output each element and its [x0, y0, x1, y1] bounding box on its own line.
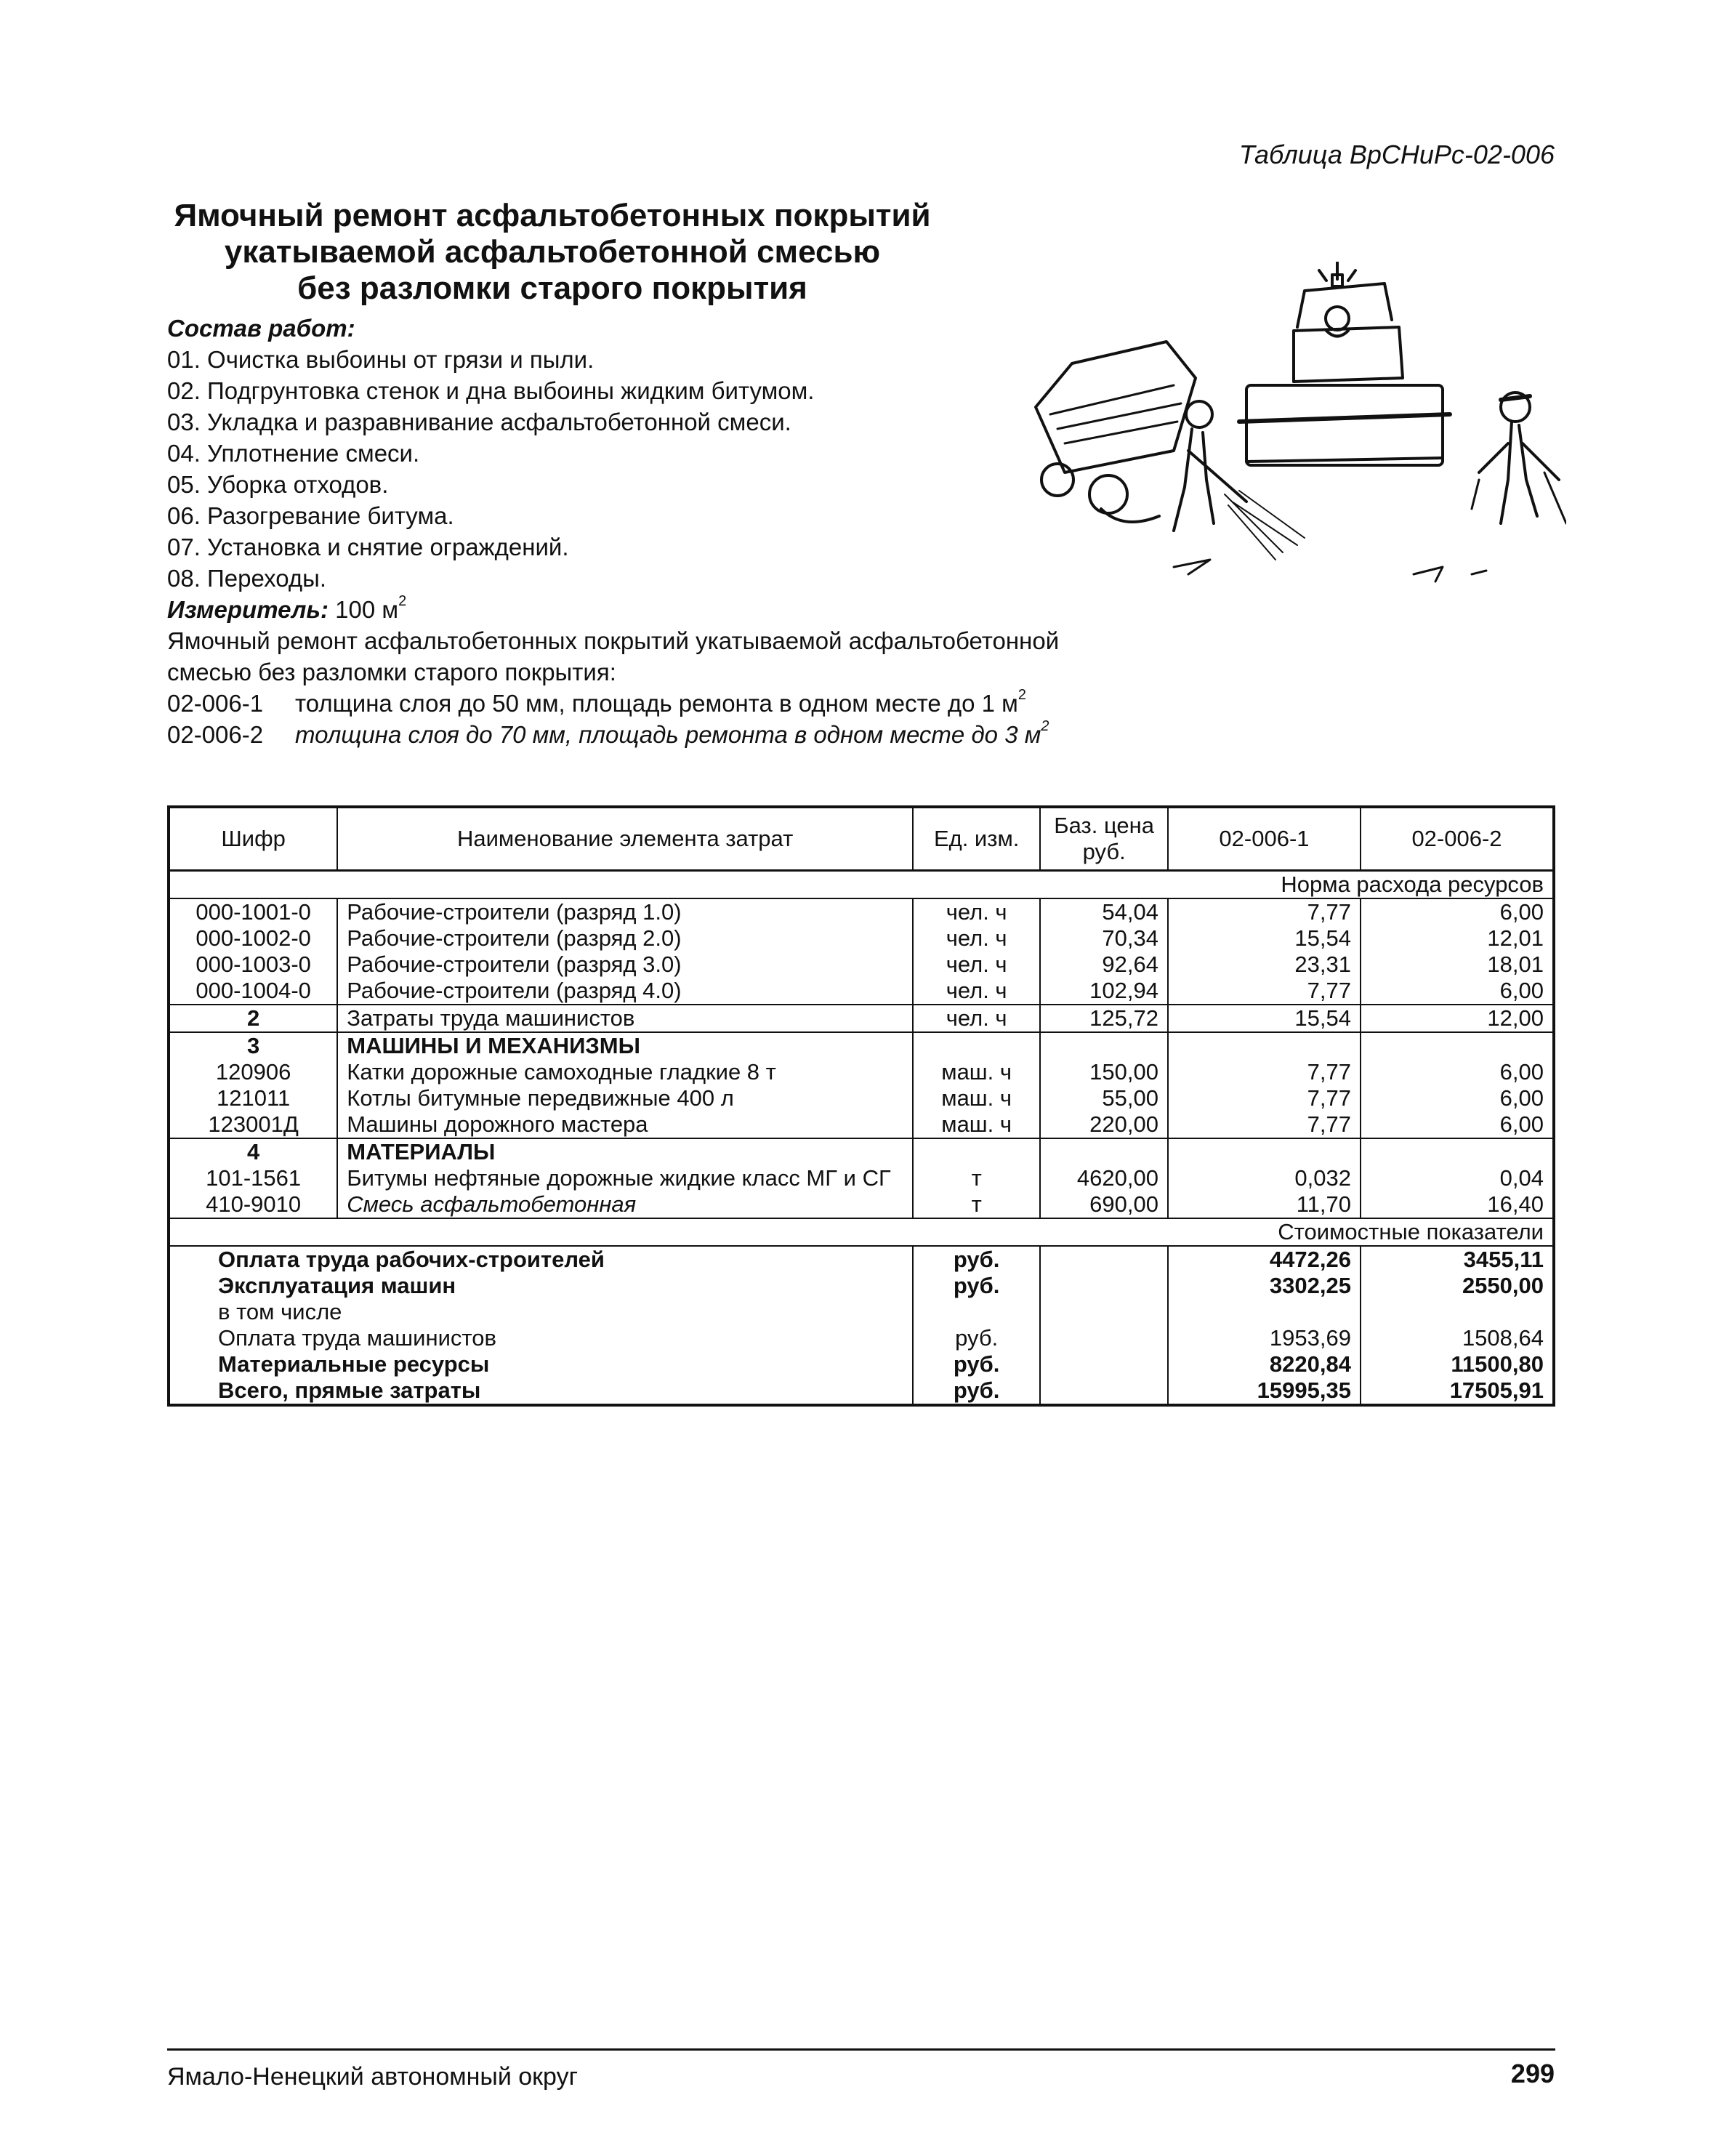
cell-code: 000-1004-0 [169, 978, 337, 1005]
variant-text: толщина слоя до 50 мм, площадь ремонта в одном месте до 1 м [295, 690, 1018, 717]
cost-row [169, 1299, 1554, 1325]
cell-name: Эксплуатация машин [169, 1273, 913, 1299]
work-item: 02. Подгрунтовка стенок и дна выбоины жидким битумом. [167, 377, 815, 404]
cell-name: Всего, прямые затраты [169, 1377, 913, 1405]
cell-price [1040, 1351, 1168, 1377]
road-repair-illustration [1007, 262, 1566, 603]
cell-v2: 12,00 [1361, 1005, 1554, 1032]
cell-code: 123001Д [169, 1111, 337, 1138]
cell-price: 102,94 [1040, 978, 1168, 1005]
measure [167, 594, 1127, 625]
cell-code: 120906 [169, 1059, 337, 1085]
col-header-v2: 02-006-2 [1361, 807, 1554, 871]
col-header-v1: 02-006-1 [1168, 807, 1361, 871]
cell-unit: руб. [913, 1325, 1040, 1351]
cost-row [169, 1246, 1554, 1273]
cell-name: Оплата труда рабочих-строителей [169, 1246, 913, 1273]
cell-price: 150,00 [1040, 1059, 1168, 1085]
cell-unit: руб. [913, 1273, 1040, 1299]
cell-name: Котлы битумные передвижные 400 л [337, 1085, 913, 1111]
band-row [169, 1218, 1554, 1246]
cell-unit: т [913, 1165, 1040, 1191]
cell-name: Материальные ресурсы [169, 1351, 913, 1377]
table-row [169, 1085, 1554, 1111]
description: Ямочный ремонт асфальтобетонных покрытий укатываемой асфальтобетонной смесью без разломки старого покрытия: [167, 627, 1060, 685]
cell-code: 4 [169, 1138, 337, 1165]
cell-unit: чел. ч [913, 898, 1040, 925]
footer-region: Ямало-Ненецкий автономный округ [167, 2063, 578, 2091]
cell-name: Машины дорожного мастера [337, 1111, 913, 1138]
cell-code: 000-1002-0 [169, 925, 337, 952]
cell-unit: руб. [913, 1246, 1040, 1273]
cell-v1: 15,54 [1168, 925, 1361, 952]
cost-row [169, 1351, 1554, 1377]
cell-v2 [1361, 1032, 1554, 1059]
col-header-unit: Ед. изм. [913, 807, 1040, 871]
section-header-row [169, 1032, 1554, 1059]
cell-v1: 8220,84 [1168, 1351, 1361, 1377]
work-item: 03. Укладка и разравнивание асфальтобетонной смеси. [167, 409, 791, 435]
cell-v1: 23,31 [1168, 952, 1361, 978]
page-title [167, 198, 938, 307]
cell-name: Рабочие-строители (разряд 1.0) [337, 898, 913, 925]
cell-v2: 6,00 [1361, 978, 1554, 1005]
cell-price [1040, 1377, 1168, 1405]
cell-name: Катки дорожные самоходные гладкие 8 т [337, 1059, 913, 1085]
cell-unit: маш. ч [913, 1059, 1040, 1085]
cell-price: 55,00 [1040, 1085, 1168, 1111]
cell-name: МАШИНЫ И МЕХАНИЗМЫ [337, 1032, 913, 1059]
cell-unit: т [913, 1191, 1040, 1218]
variant-code: 02-006-1 [167, 690, 264, 717]
table-row [169, 898, 1554, 925]
footer-divider [167, 2048, 1555, 2051]
cell-v1: 7,77 [1168, 978, 1361, 1005]
cell-price: 220,00 [1040, 1111, 1168, 1138]
cell-v2: 0,04 [1361, 1165, 1554, 1191]
band-norm-label: Норма расхода ресурсов [1168, 871, 1554, 899]
cell-v2: 1508,64 [1361, 1325, 1554, 1351]
cell-code: 121011 [169, 1085, 337, 1111]
variant-row [167, 719, 1127, 750]
cell-unit: маш. ч [913, 1085, 1040, 1111]
cell-v1: 15,54 [1168, 1005, 1361, 1032]
cell-v2: 6,00 [1361, 1111, 1554, 1138]
cell-v1: 11,70 [1168, 1191, 1361, 1218]
cell-v2: 6,00 [1361, 1059, 1554, 1085]
cell-price [1040, 1246, 1168, 1273]
title-line: укатываемой асфальтобетонной смесью [224, 234, 881, 270]
cell-v2: 6,00 [1361, 898, 1554, 925]
cell-unit: руб. [913, 1377, 1040, 1405]
cell-price [1040, 1325, 1168, 1351]
cell-v1: 3302,25 [1168, 1273, 1361, 1299]
measure-sup: 2 [398, 593, 407, 609]
cell-price [1040, 1138, 1168, 1165]
cell-v1 [1168, 1299, 1361, 1325]
cell-unit: руб. [913, 1351, 1040, 1377]
cell-code: 2 [169, 1005, 337, 1032]
cell-unit [913, 1299, 1040, 1325]
work-description [167, 313, 1127, 750]
cell-code: 000-1001-0 [169, 898, 337, 925]
title-line: без разломки старого покрытия [297, 270, 807, 306]
table-row [169, 978, 1554, 1005]
col-header-price: Баз. цена руб. [1040, 807, 1168, 871]
measure-label: Измеритель: [167, 596, 329, 623]
cell-name: в том числе [169, 1299, 913, 1325]
table-row [169, 1111, 1554, 1138]
cell-v1: 4472,26 [1168, 1246, 1361, 1273]
variant-code: 02-006-2 [167, 721, 264, 748]
cell-name: МАТЕРИАЛЫ [337, 1138, 913, 1165]
cell-v2: 17505,91 [1361, 1377, 1554, 1405]
cell-v2: 6,00 [1361, 1085, 1554, 1111]
table-header-row [169, 807, 1554, 871]
cell-unit: маш. ч [913, 1111, 1040, 1138]
table-row [169, 1005, 1554, 1032]
table-id: Таблица ВрСНиРс-02-006 [1238, 140, 1555, 169]
cell-unit [913, 1032, 1040, 1059]
table-row [169, 925, 1554, 952]
work-item: 07. Установка и снятие ограждений. [167, 534, 569, 560]
cost-row [169, 1325, 1554, 1351]
cell-price: 54,04 [1040, 898, 1168, 925]
cell-v2: 2550,00 [1361, 1273, 1554, 1299]
work-item: 05. Уборка отходов. [167, 471, 389, 498]
work-label: Состав работ: [167, 315, 355, 342]
cell-name: Рабочие-строители (разряд 2.0) [337, 925, 913, 952]
work-item: 06. Разогревание битума. [167, 502, 454, 529]
cell-price [1040, 1032, 1168, 1059]
cell-name: Рабочие-строители (разряд 4.0) [337, 978, 913, 1005]
cell-v2 [1361, 1138, 1554, 1165]
page-number: 299 [1510, 2059, 1555, 2088]
band-spacer [169, 871, 1168, 899]
work-list [167, 344, 1127, 594]
band-spacer [169, 1218, 1168, 1246]
cost-row [169, 1273, 1554, 1299]
cell-price [1040, 1273, 1168, 1299]
cell-unit: чел. ч [913, 925, 1040, 952]
work-item: 08. Переходы. [167, 565, 326, 592]
work-item: 04. Уплотнение смеси. [167, 440, 420, 467]
cell-price: 690,00 [1040, 1191, 1168, 1218]
cell-v2: 18,01 [1361, 952, 1554, 978]
cell-unit: чел. ч [913, 1005, 1040, 1032]
cell-v1 [1168, 1032, 1361, 1059]
work-item: 01. Очистка выбоины от грязи и пыли. [167, 346, 595, 373]
variant-sup: 2 [1017, 687, 1026, 703]
cell-name: Рабочие-строители (разряд 3.0) [337, 952, 913, 978]
cell-name: Битумы нефтяные дорожные жидкие класс МГ и СГ [337, 1165, 913, 1191]
resource-table [167, 805, 1555, 1407]
table-row [169, 1165, 1554, 1191]
cell-price [1040, 1299, 1168, 1325]
cell-v1: 7,77 [1168, 1059, 1361, 1085]
measure-value: 100 м [335, 596, 399, 623]
cell-v1: 7,77 [1168, 898, 1361, 925]
cell-code: 000-1003-0 [169, 952, 337, 978]
cell-unit [913, 1138, 1040, 1165]
cell-name: Оплата труда машинистов [169, 1325, 913, 1351]
cell-price: 70,34 [1040, 925, 1168, 952]
cell-code: 410-9010 [169, 1191, 337, 1218]
cell-v1: 15995,35 [1168, 1377, 1361, 1405]
cell-v2: 11500,80 [1361, 1351, 1554, 1377]
variant-row [167, 688, 1127, 719]
cell-unit: чел. ч [913, 952, 1040, 978]
cell-price: 92,64 [1040, 952, 1168, 978]
table-row [169, 1059, 1554, 1085]
table-row [169, 952, 1554, 978]
cell-v1: 0,032 [1168, 1165, 1361, 1191]
cost-row [169, 1377, 1554, 1405]
cell-unit: чел. ч [913, 978, 1040, 1005]
table-row [169, 1191, 1554, 1218]
col-header-name: Наименование элемента затрат [337, 807, 913, 871]
cell-v1: 7,77 [1168, 1085, 1361, 1111]
cell-code: 101-1561 [169, 1165, 337, 1191]
band-cost-label: Стоимостные показатели [1168, 1218, 1554, 1246]
cell-v2: 12,01 [1361, 925, 1554, 952]
title-line: Ямочный ремонт асфальтобетонных покрытий [174, 198, 931, 233]
variant-sup: 2 [1041, 718, 1049, 734]
col-header-code: Шифр [169, 807, 337, 871]
cell-name: Смесь асфальтобетонная [337, 1191, 913, 1218]
cell-v1: 1953,69 [1168, 1325, 1361, 1351]
section-header-row [169, 1138, 1554, 1165]
cell-v1 [1168, 1138, 1361, 1165]
cell-v2: 16,40 [1361, 1191, 1554, 1218]
cell-name: Затраты труда машинистов [337, 1005, 913, 1032]
band-row [169, 871, 1554, 899]
cell-price: 125,72 [1040, 1005, 1168, 1032]
cell-v2 [1361, 1299, 1554, 1325]
cell-v1: 7,77 [1168, 1111, 1361, 1138]
variant-text: толщина слоя до 70 мм, площадь ремонта в одном месте до 3 м [295, 721, 1041, 748]
cell-v2: 3455,11 [1361, 1246, 1554, 1273]
cell-price: 4620,00 [1040, 1165, 1168, 1191]
cell-code: 3 [169, 1032, 337, 1059]
